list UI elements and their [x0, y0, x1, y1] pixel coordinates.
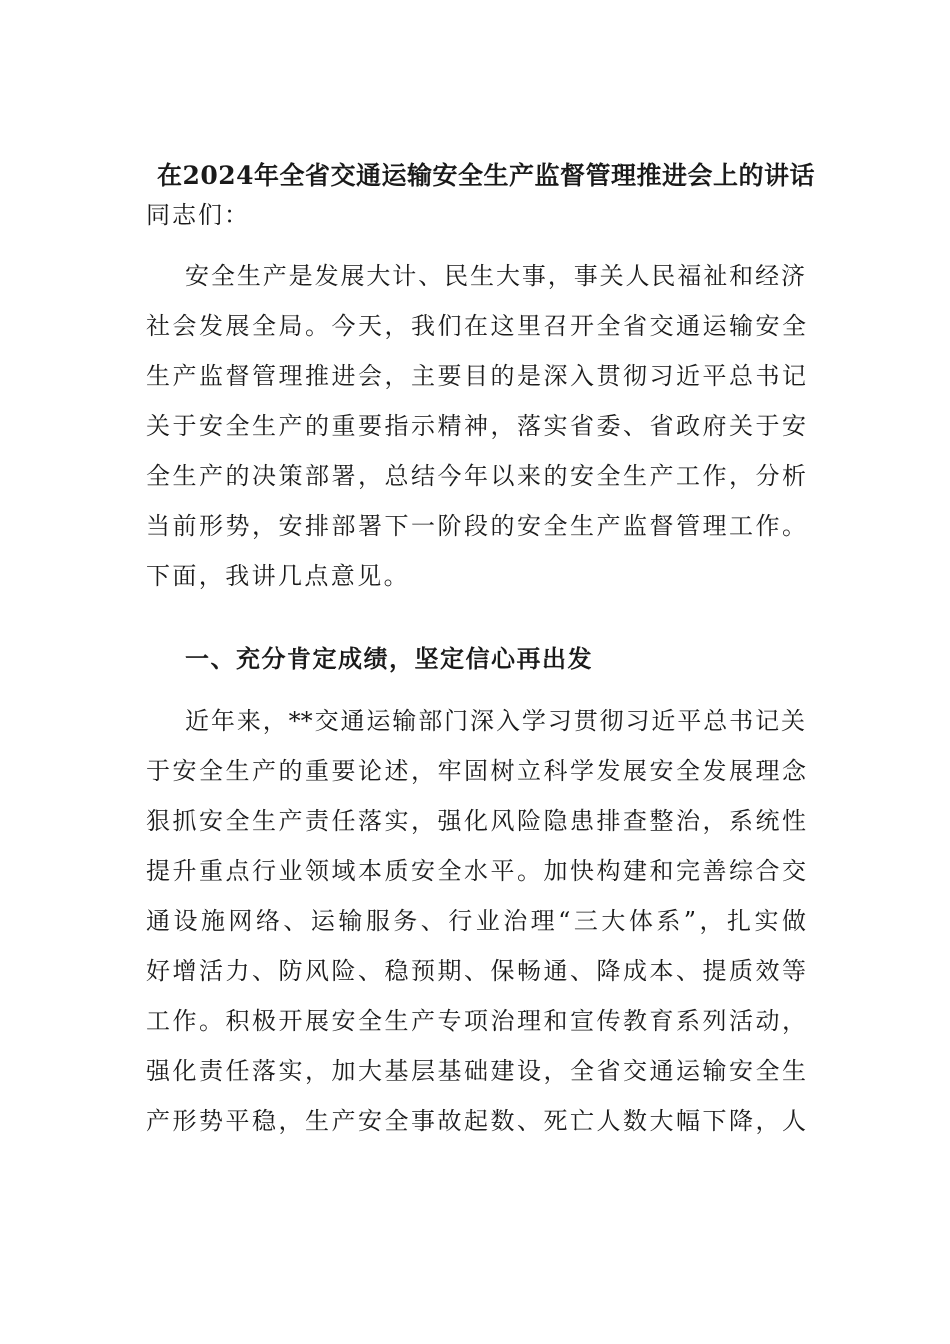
- paragraph-2-line: 提升重点行业领域本质安全水平。加快构建和完善综合交: [146, 857, 806, 885]
- paragraph-2-line: 工作。积极开展安全生产专项治理和宣传教育系列活动，: [146, 1007, 806, 1035]
- paragraph-1-line: 关于安全生产的重要指示精神，落实省委、省政府关于安: [146, 412, 806, 440]
- paragraph-2-line: 狠抓安全生产责任落实，强化风险隐患排查整治，系统性: [146, 807, 806, 835]
- paragraph-2-line: 于安全生产的重要论述，牢固树立科学发展安全发展理念: [146, 757, 806, 785]
- paragraph-1-line: 全生产的决策部署，总结今年以来的安全生产工作，分析: [146, 462, 806, 490]
- paragraph-1-line: 生产监督管理推进会，主要目的是深入贯彻习近平总书记: [146, 362, 806, 390]
- paragraph-2-line: 好增活力、防风险、稳预期、保畅通、降成本、提质效等: [146, 957, 806, 985]
- paragraph-1-line: 下面，我讲几点意见。: [146, 562, 410, 590]
- salutation: 同志们：: [146, 201, 250, 229]
- document-title: 在2024年全省交通运输安全生产监督管理推进会上的讲话: [156, 161, 816, 190]
- section-heading: 一、充分肯定成绩，坚定信心再出发: [185, 644, 593, 673]
- paragraph-1-line: 当前形势，安排部署下一阶段的安全生产监督管理工作。: [146, 512, 806, 540]
- paragraph-2-line: 通设施网络、运输服务、行业治理“三大体系”，扎实做: [146, 907, 806, 935]
- paragraph-2-line: 近年来，**交通运输部门深入学习贯彻习近平总书记关: [185, 707, 805, 735]
- paragraph-2-line: 强化责任落实，加大基层基础建设，全省交通运输安全生: [146, 1057, 806, 1085]
- paragraph-2-line: 产形势平稳，生产安全事故起数、死亡人数大幅下降，人: [146, 1107, 806, 1135]
- paragraph-1-line: 社会发展全局。今天，我们在这里召开全省交通运输安全: [146, 312, 806, 340]
- paragraph-1-line: 安全生产是发展大计、民生大事，事关人民福祉和经济: [185, 262, 805, 290]
